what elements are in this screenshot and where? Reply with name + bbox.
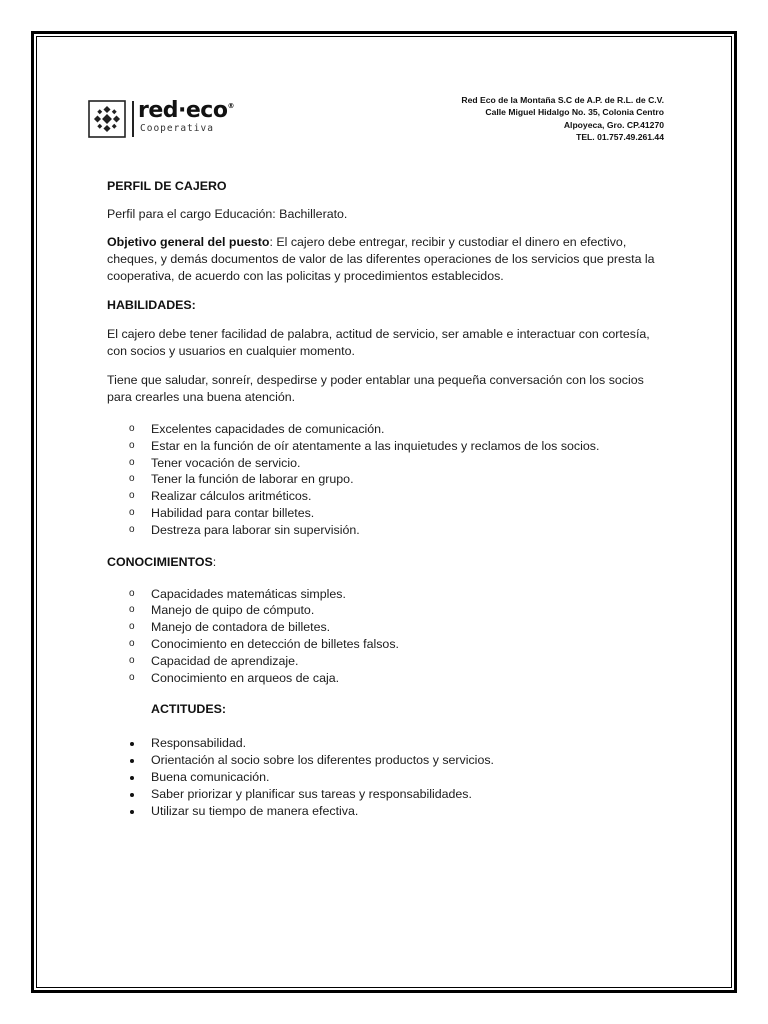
list-item: Orientación al socio sobre los diferentes productos y servicios. xyxy=(107,752,667,769)
bullet-dot-icon xyxy=(130,759,134,763)
address-line: Calle Miguel Hidalgo No. 35, Colonia Centro xyxy=(485,107,664,118)
address-line: TEL. 01.757.49.261.44 xyxy=(576,132,664,143)
habilidades-paragraph-1: El cajero debe tener facilidad de palabra, actitud de servicio, ser amable e interactuar con cortesía, con socios y usuarios en cualquier momento. xyxy=(107,327,650,358)
list-item: o Destreza para laborar sin supervisión. xyxy=(129,522,360,537)
document-title: PERFIL DE CAJERO xyxy=(107,179,227,193)
list-marker: o xyxy=(129,506,135,518)
address-line: Red Eco de la Montaña S.C de A.P. de R.L. de C.V. xyxy=(461,95,664,105)
list-item: o Tener la función de laborar en grupo. xyxy=(129,472,354,487)
company-logo xyxy=(88,98,234,140)
bullet-dot-icon xyxy=(130,776,134,780)
list-marker: o xyxy=(129,671,135,683)
habilidades-heading: HABILIDADES: xyxy=(107,298,196,312)
list-item: Responsabilidad. xyxy=(107,735,667,752)
habilidades-list xyxy=(107,421,667,539)
logo-separator xyxy=(132,101,134,137)
company-address xyxy=(461,94,664,144)
list-marker: o xyxy=(129,654,135,666)
list-item: o Tener vocación de servicio. xyxy=(129,455,301,470)
logo-wordmark: red·eco® xyxy=(138,98,234,123)
list-item: o Capacidad de aprendizaje. xyxy=(129,653,299,668)
list-marker: o xyxy=(129,637,135,649)
list-marker: o xyxy=(129,490,135,502)
registered-mark: ® xyxy=(227,102,234,110)
conocimientos-list xyxy=(107,586,667,687)
list-item: Buena comunicación. xyxy=(107,769,667,786)
address-line: Alpoyeca, Gro. CP.41270 xyxy=(563,119,664,130)
document-body xyxy=(107,178,667,819)
logo-subtitle: Cooperativa xyxy=(140,123,214,134)
habilidades-paragraph-2: Tiene que saludar, sonreír, despedirse y poder entablar una pequeña conversación con los socios para crearles una buena atención. xyxy=(107,373,644,404)
list-marker: o xyxy=(129,439,135,451)
logo-mark-icon xyxy=(88,100,126,138)
objective-text: : El cajero debe entregar, recibir y custodiar el dinero en efectivo, cheques, y demás documentos de valor de las diferentes operaciones de los servicios que presta la cooperativa, de acuerdo con las policitas y procedimientos establecidos. xyxy=(107,235,655,283)
list-item: Saber priorizar y planificar sus tareas y responsabilidades. xyxy=(107,786,667,803)
conocimientos-heading: CONOCIMIENTOS: xyxy=(107,554,217,569)
list-marker: o xyxy=(129,423,135,434)
actitudes-list xyxy=(107,735,667,819)
bullet-dot-icon xyxy=(130,810,134,814)
list-item: o Conocimiento en arqueos de caja. xyxy=(129,670,340,685)
list-marker: o xyxy=(129,587,135,599)
list-marker: o xyxy=(129,523,135,535)
list-item: o Estar en la función de oír atentamente a las inquietudes y reclamos de los socios. xyxy=(129,438,600,453)
list-marker: o xyxy=(129,621,135,633)
actitudes-heading: ACTITUDES: xyxy=(151,702,227,717)
list-item: o Capacidades matemáticas simples. xyxy=(129,586,346,601)
list-marker: o xyxy=(129,473,135,485)
list-item: o Excelentes capacidades de comunicación. xyxy=(129,422,385,436)
list-item: Utilizar su tiempo de manera efectiva. xyxy=(107,803,667,820)
bullet-dot-icon xyxy=(130,793,134,797)
bullet-dot-icon xyxy=(130,742,134,746)
objective-paragraph xyxy=(107,234,667,285)
list-item: o Habilidad para contar billetes. xyxy=(129,505,315,520)
list-marker: o xyxy=(129,604,135,616)
list-item: o Realizar cálculos aritméticos. xyxy=(129,489,312,504)
list-item: o Manejo de contadora de billetes. xyxy=(129,620,331,635)
profile-line: Perfil para el cargo Educación: Bachillerato. xyxy=(107,207,348,221)
list-marker: o xyxy=(129,456,135,468)
list-item: o Manejo de quipo de cómputo. xyxy=(129,603,315,618)
objective-label: Objetivo general del puesto xyxy=(107,235,270,249)
list-item: o Conocimiento en detección de billetes falsos. xyxy=(129,636,399,651)
